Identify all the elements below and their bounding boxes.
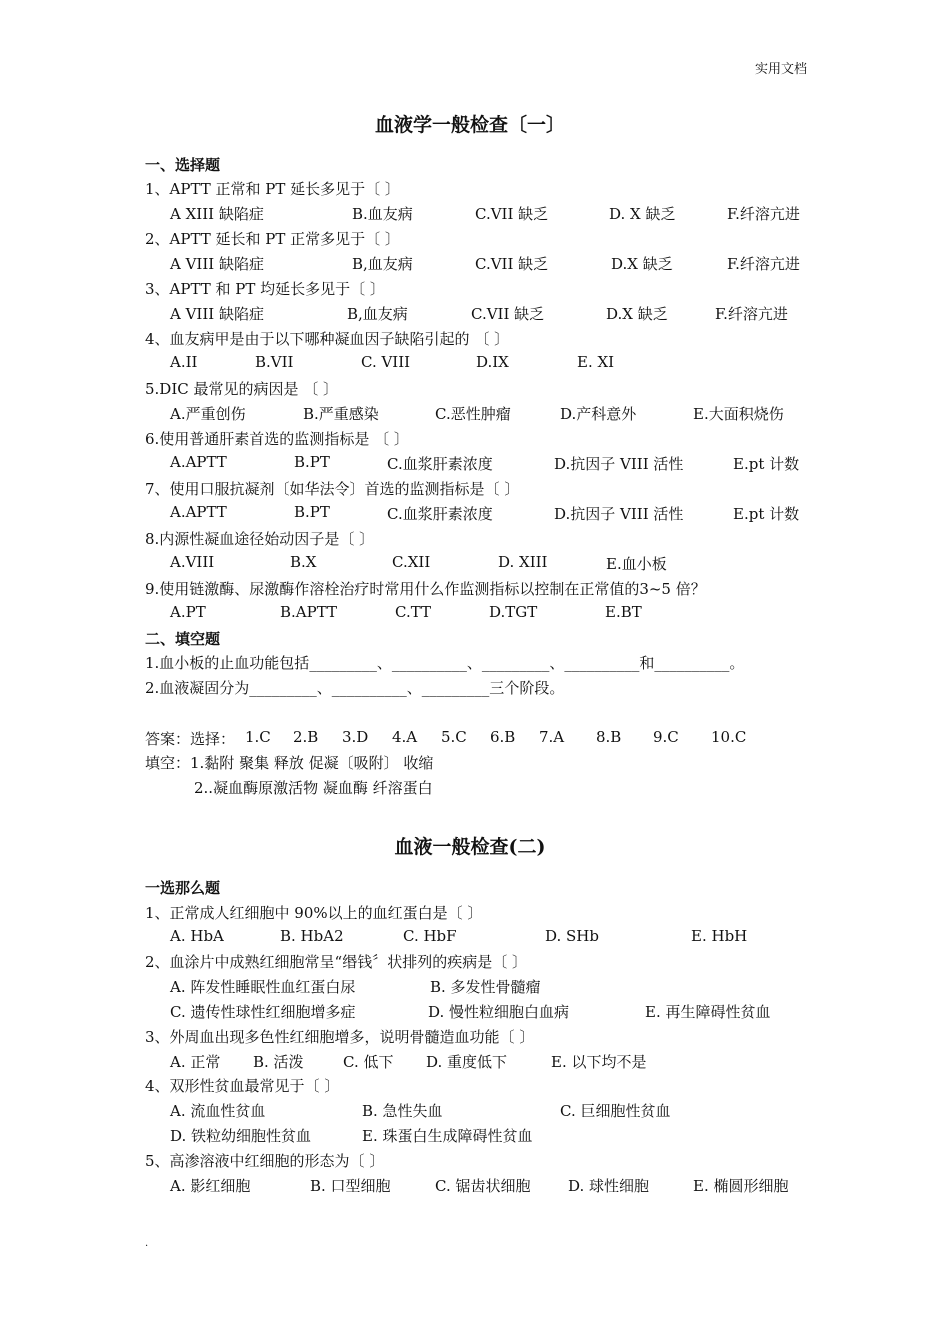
option: B.PT [294, 503, 330, 521]
option: A.严重创伤 [170, 405, 246, 423]
answer-item: 5.C [441, 728, 467, 746]
answer-item: 2.B [293, 728, 319, 746]
option: C.TT [395, 603, 431, 621]
option: B. 多发性骨髓瘤 [430, 978, 541, 996]
option: E.血小板 [606, 555, 667, 573]
option: C. VIII [361, 353, 411, 371]
option: A VIII 缺陷症 [170, 255, 264, 273]
question-5: 5.DIC 最常见的病因是 〔 〕 [145, 380, 339, 398]
option: D. X 缺乏 [609, 205, 676, 223]
option: A. 正常 [170, 1053, 221, 1071]
option: A XIII 缺陷症 [170, 205, 264, 223]
p2-question-5: 5、高渗溶液中红细胞的形态为〔 〕 [145, 1152, 385, 1170]
option: B.X [290, 553, 317, 571]
question-4: 4、血友病甲是由于以下哪种凝血因子缺陷引起的 〔 〕 [145, 330, 510, 348]
fill-question-2: 2.血液凝固分为_________、__________、_________三个阶段。 [145, 679, 565, 697]
option: B,血友病 [352, 255, 413, 273]
question-6: 6.使用普通肝素首选的监测指标是 〔 〕 [145, 430, 409, 448]
part1-section-fill: 二、填空题 [145, 630, 221, 648]
question-3: 3、APTT 和 PT 均延长多见于〔 〕 [145, 280, 385, 298]
option: F.纤溶亢进 [715, 305, 788, 323]
footer-dot: . [145, 1238, 149, 1249]
option: C.VII 缺乏 [475, 205, 549, 223]
p2-question-1: 1、正常成人红细胞中 90%以上的血红蛋白是〔 〕 [145, 904, 483, 922]
option: A VIII 缺陷症 [170, 305, 264, 323]
option: E. XI [577, 353, 615, 371]
option: A.APTT [170, 503, 227, 521]
option: F.纤溶亢进 [727, 205, 800, 223]
option: A.APTT [170, 453, 227, 471]
option: C.XII [392, 553, 431, 571]
option: E. 珠蛋白生成障碍性贫血 [362, 1127, 533, 1145]
answer-item: 7.A [539, 728, 565, 746]
option: A. HbA [170, 927, 224, 945]
p2-question-2: 2、血涂片中成熟红细胞常呈“缗钱〞状排列的疾病是〔 〕 [145, 953, 527, 971]
option: A. 流血性贫血 [170, 1102, 266, 1120]
option: E.pt 计数 [733, 455, 800, 473]
answers-label: 答案：选择： [145, 730, 236, 748]
option: B. HbA2 [280, 927, 344, 945]
option: B,血友病 [347, 305, 408, 323]
option: E. HbH [691, 927, 748, 945]
option: E. 以下均不是 [551, 1053, 647, 1071]
option: C. 低下 [343, 1053, 394, 1071]
option: D. SHb [545, 927, 599, 945]
answer-item: 6.B [490, 728, 516, 746]
part2-title: 血液一般检查(二) [394, 836, 546, 858]
question-1: 1、APTT 正常和 PT 延长多见于〔 〕 [145, 180, 400, 198]
option: E. 椭圆形细胞 [693, 1177, 789, 1195]
option: D. 重度低下 [426, 1053, 508, 1071]
option: B. 口型细胞 [310, 1177, 391, 1195]
option: B. 活泼 [253, 1053, 304, 1071]
option: D.抗因子 VIII 活性 [554, 455, 684, 473]
option: C.血浆肝素浓度 [387, 505, 493, 523]
option: A. 影红细胞 [170, 1177, 251, 1195]
option: D.产科意外 [560, 405, 637, 423]
option: A.VIII [170, 553, 215, 571]
fill-answer-2: 2..凝血酶原激活物 凝血酶 纤溶蛋白 [194, 779, 433, 797]
option: D.TGT [489, 603, 538, 621]
option: D.抗因子 VIII 活性 [554, 505, 684, 523]
option: E.BT [605, 603, 642, 621]
option: A. 阵发性睡眠性血红蛋白尿 [170, 978, 356, 996]
option: B.VII [255, 353, 294, 371]
answer-item: 1.C [245, 728, 271, 746]
option: D. 球性细胞 [568, 1177, 650, 1195]
part2-section-choice: 一选那么题 [145, 879, 221, 897]
fill-question-1: 1.血小板的止血功能包括_________、__________、_________、__________和__________。 [145, 654, 745, 672]
option: A.PT [170, 603, 206, 621]
option: C.血浆肝素浓度 [387, 455, 493, 473]
p2-question-3: 3、外周血出现多色性红细胞增多，说明骨髓造血功能〔 〕 [145, 1028, 535, 1046]
part1-title: 血液学一般检查〔一〕 [374, 114, 565, 136]
option: B.血友病 [352, 205, 413, 223]
fill-answer-1: 填空：1.黏附 聚集 释放 促凝〔吸附〕 收缩 [145, 754, 434, 772]
option: B. 急性失血 [362, 1102, 443, 1120]
p2-question-4: 4、双形性贫血最常见于〔 〕 [145, 1077, 340, 1095]
answer-item: 10.C [711, 728, 747, 746]
answer-item: 8.B [596, 728, 622, 746]
option: E. 再生障碍性贫血 [645, 1003, 771, 1021]
option: C.VII 缺乏 [475, 255, 549, 273]
option: F.纤溶亢进 [727, 255, 800, 273]
option: E.pt 计数 [733, 505, 800, 523]
answer-item: 9.C [653, 728, 679, 746]
option: C.恶性肿瘤 [435, 405, 511, 423]
option: D.X 缺乏 [611, 255, 673, 273]
option: D.IX [476, 353, 509, 371]
option: C. 遗传性球性红细胞增多症 [170, 1003, 356, 1021]
option: C. 巨细胞性贫血 [560, 1102, 671, 1120]
option: D.X 缺乏 [606, 305, 668, 323]
option: C. HbF [403, 927, 457, 945]
option: D. 铁粒幼细胞性贫血 [170, 1127, 312, 1145]
question-8: 8.内源性凝血途径始动因子是〔 〕 [145, 530, 375, 548]
option: C. 锯齿状细胞 [435, 1177, 531, 1195]
option: D. XIII [498, 553, 548, 571]
question-9: 9.使用链激酶、尿激酶作溶栓治疗时常用什么作监测指标以控制在正常值的3~5 倍？ [145, 580, 706, 598]
option: D. 慢性粒细胞白血病 [428, 1003, 570, 1021]
option: A.II [170, 353, 198, 371]
question-7: 7、使用口服抗凝剂〔如华法令〕首选的监测指标是〔 〕 [145, 480, 520, 498]
option: B.APTT [280, 603, 338, 621]
option: B.严重感染 [303, 405, 379, 423]
question-2: 2、APTT 延长和 PT 正常多见于〔 〕 [145, 230, 400, 248]
option: B.PT [294, 453, 330, 471]
option: C.VII 缺乏 [471, 305, 545, 323]
answer-item: 3.D [342, 728, 369, 746]
document-header-label: 实用文档 [754, 62, 807, 77]
option: E.大面积烧伤 [693, 405, 784, 423]
part1-section-choice: 一、选择题 [145, 156, 221, 174]
answer-item: 4.A [392, 728, 418, 746]
